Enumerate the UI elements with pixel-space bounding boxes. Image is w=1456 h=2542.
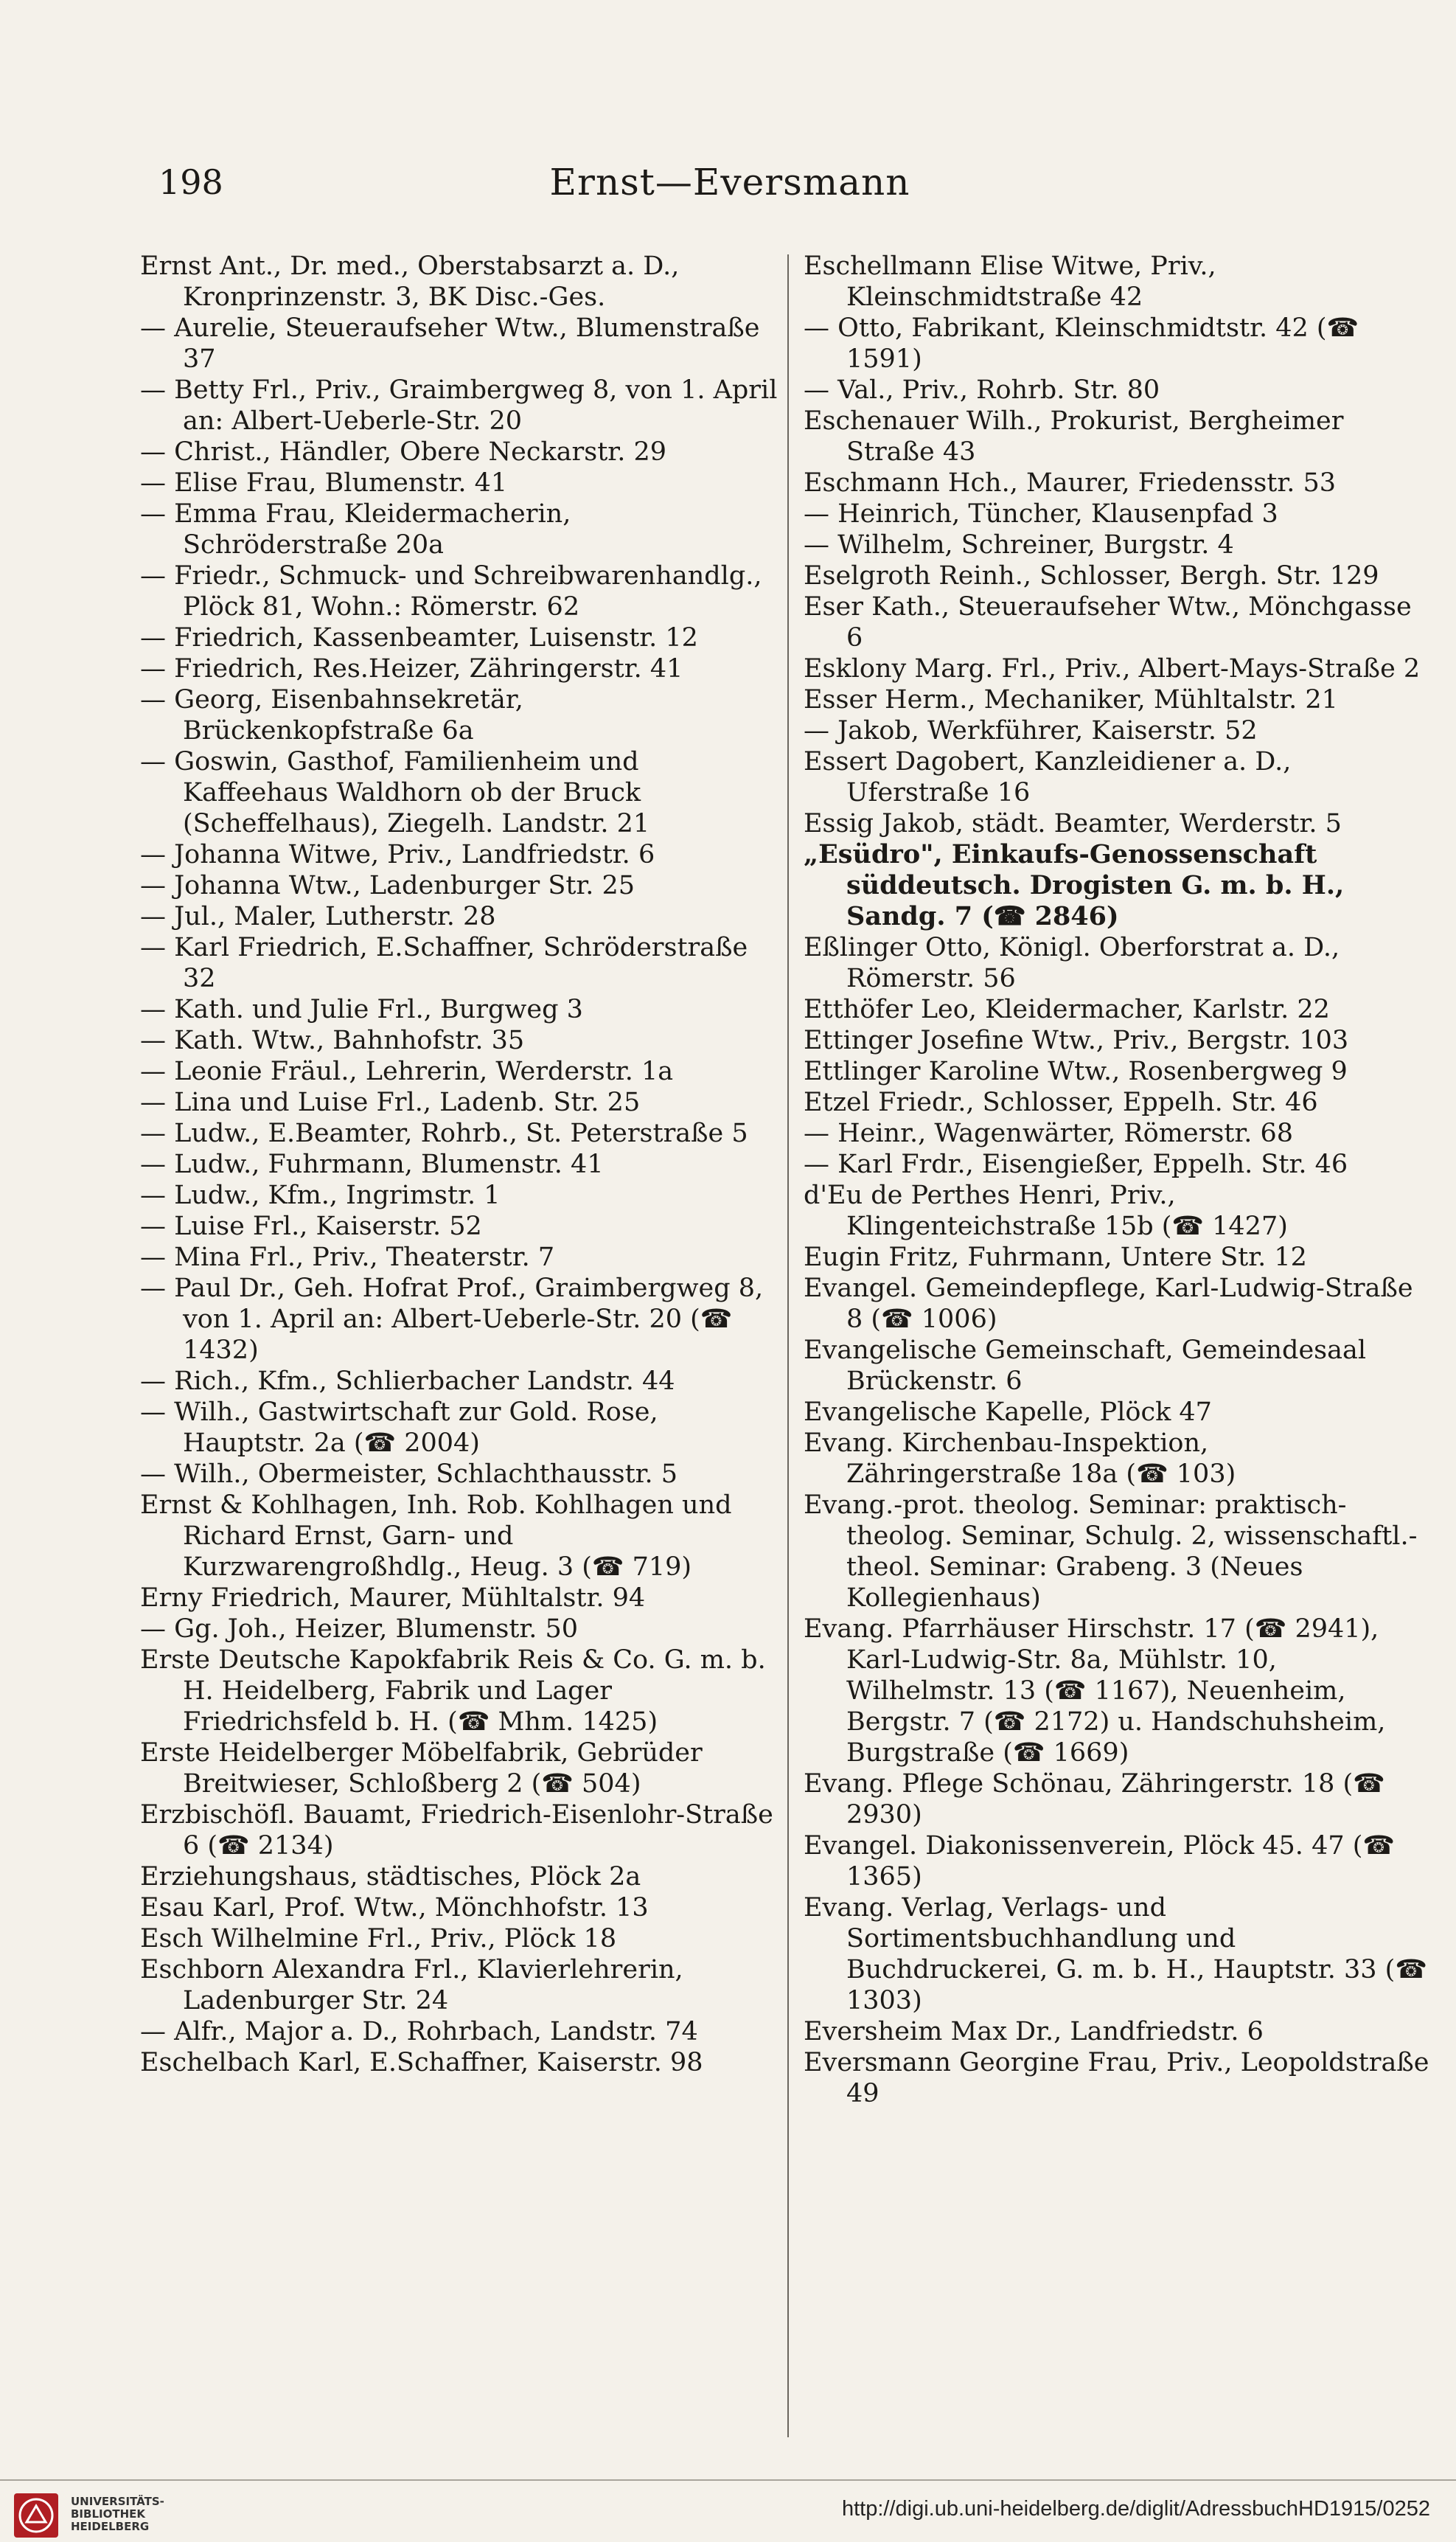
directory-entry: Eugin Fritz, Fuhrmann, Untere Str. 12 (804, 1243, 1307, 1272)
directory-entry: — Paul Dr., Geh. Hofrat Prof., Graimbergweg 8, von 1. April an: Albert-Ueberle-Str. 20 (☎ 1432) (140, 1274, 772, 1365)
directory-entry: Evang. Pfarrhäuser Hirschstr. 17 (☎ 2941), Karl-Ludwig-Str. 8a, Mühlstr. 10, Wilhelmstr. 13 (☎ 1167), Neuenheim, Bergstr. 7 (☎ 2172) u. Handschuhsheim, Burgstraße (☎ 1669) (804, 1614, 1394, 1768)
directory-entry: — Kath. und Julie Frl., Burgweg 3 (140, 995, 583, 1024)
directory-entry: Evang. Kirchenbau-Inspektion, Zähringerstraße 18a (☎ 103) (804, 1428, 1236, 1489)
directory-entry: Evangelische Kapelle, Plöck 47 (804, 1397, 1212, 1427)
directory-entry: — Elise Frau, Blumenstr. 41 (140, 468, 508, 498)
directory-entry: Erzbischöfl. Bauamt, Friedrich-Eisenlohr-Straße 6 (☎ 2134) (140, 1800, 782, 1861)
page-footer (0, 2481, 1456, 2542)
directory-entry: — Christ., Händler, Obere Neckarstr. 29 (140, 437, 666, 467)
directory-entry: — Leonie Fräul., Lehrerin, Werderstr. 1a (140, 1057, 674, 1086)
directory-entry: Ettinger Josefine Wtw., Priv., Bergstr. 103 (804, 1026, 1349, 1055)
directory-entry: — Rich., Kfm., Schlierbacher Landstr. 44 (140, 1367, 675, 1396)
directory-entry: Eßlinger Otto, Königl. Oberforstrat a. D., Römerstr. 56 (804, 933, 1348, 993)
left-column (140, 251, 786, 2456)
directory-entry: — Jul., Maler, Lutherstr. 28 (140, 902, 496, 931)
directory-entry: — Georg, Eisenbahnsekretär, Brückenkopfstraße 6a (140, 685, 532, 746)
directory-entry: — Mina Frl., Priv., Theaterstr. 7 (140, 1243, 555, 1272)
directory-entry: Esklony Marg. Frl., Priv., Albert-Mays-Straße 2 (804, 654, 1421, 684)
directory-entry: Erste Heidelberger Möbelfabrik, Gebrüder Breitwieser, Schloßberg 2 (☎ 504) (140, 1738, 711, 1799)
directory-entry: Erste Deutsche Kapokfabrik Reis & Co. G. m. b. H. Heidelberg, Fabrik und Lager Friedrichsfeld b. H. (☎ Mhm. 1425) (140, 1645, 774, 1737)
library-name-line: HEIDELBERG (71, 2520, 150, 2533)
directory-entry: — Friedrich, Kassenbeamter, Luisenstr. 12 (140, 623, 698, 653)
right-column (804, 251, 1438, 2456)
directory-entry: — Ludw., E.Beamter, Rohrb., St. Peterstraße 5 (140, 1119, 748, 1148)
directory-entry: — Heinr., Wagenwärter, Römerstr. 68 (804, 1119, 1294, 1148)
directory-entry: — Aurelie, Steueraufseher Wtw., Blumenstraße 37 (140, 313, 768, 374)
directory-entry: — Luise Frl., Kaiserstr. 52 (140, 1212, 482, 1241)
directory-entry: Evangel. Diakonissenverein, Plöck 45. 47 (☎ 1365) (804, 1831, 1404, 1892)
directory-entry: Eschellmann Elise Witwe, Priv., Kleinschmidtstraße 42 (804, 251, 1225, 312)
directory-entry: Evang.-prot. theolog. Seminar: praktisch-theolog. Seminar, Schulg. 2, wissenschaftl.-theol. Seminar: Grabeng. 3 (Neues Kollegienhaus) (804, 1490, 1418, 1613)
directory-entry: Evang. Verlag, Verlags- und Sortimentsbuchhandlung und Buchdruckerei, G. m. b. H., Hauptstr. 33 (☎ 1303) (804, 1893, 1436, 2015)
directory-entry: Evangelische Gemeinschaft, Gemeindesaal Brückenstr. 6 (804, 1336, 1375, 1396)
library-name-line: UNIVERSITÄTS- (71, 2495, 164, 2508)
directory-entry: Etzel Friedr., Schlosser, Eppelh. Str. 46 (804, 1088, 1318, 1117)
directory-entry: Eversheim Max Dr., Landfriedstr. 6 (804, 2017, 1264, 2046)
directory-entry: Erziehungshaus, städtisches, Plöck 2a (140, 1862, 641, 1892)
directory-entry: — Ludw., Fuhrmann, Blumenstr. 41 (140, 1150, 604, 1179)
directory-entry: Esser Herm., Mechaniker, Mühltalstr. 21 (804, 685, 1338, 715)
directory-entry: — Johanna Wtw., Ladenburger Str. 25 (140, 871, 635, 900)
directory-entry: Eschenauer Wilh., Prokurist, Bergheimer Straße 43 (804, 406, 1352, 467)
directory-entry: — Val., Priv., Rohrb. Str. 80 (804, 375, 1160, 405)
directory-entry: — Jakob, Werkführer, Kaiserstr. 52 (804, 716, 1258, 746)
directory-entry: Erny Friedrich, Maurer, Mühltalstr. 94 (140, 1583, 646, 1613)
directory-entry: — Wilh., Gastwirtschaft zur Gold. Rose, Hauptstr. 2a (☎ 2004) (140, 1397, 666, 1458)
directory-entry: — Karl Friedrich, E.Schaffner, Schröderstraße 32 (140, 933, 756, 993)
directory-entry: — Wilhelm, Schreiner, Burgstr. 4 (804, 530, 1234, 560)
directory-entry: Esch Wilhelmine Frl., Priv., Plöck 18 (140, 1924, 617, 1954)
directory-entry: — Gg. Joh., Heizer, Blumenstr. 50 (140, 1614, 579, 1644)
directory-entry: — Friedrich, Res.Heizer, Zähringerstr. 41 (140, 654, 683, 684)
directory-entry: Eschmann Hch., Maurer, Friedensstr. 53 (804, 468, 1337, 498)
column-divider (787, 254, 789, 2437)
page-title: Ernst—Eversmann (549, 161, 910, 204)
directory-entry-highlighted: „Esüdro", Einkaufs-Genossenschaft süddeutsch. Drogisten G. m. b. H., Sandg. 7 (☎ 2846) (804, 839, 1354, 931)
directory-entry: Etthöfer Leo, Kleidermacher, Karlstr. 22 (804, 995, 1330, 1024)
directory-entry: — Johanna Witwe, Priv., Landfriedstr. 6 (140, 840, 655, 869)
directory-entry: Evang. Pflege Schönau, Zähringerstr. 18 (☎ 2930) (804, 1769, 1393, 1830)
directory-entry: — Emma Frau, Kleidermacherin, Schröderstraße 20a (140, 499, 579, 560)
directory-entry: — Lina und Luise Frl., Ladenb. Str. 25 (140, 1088, 641, 1117)
directory-entry: Eversmann Georgine Frau, Priv., Leopoldstraße 49 (804, 2048, 1438, 2108)
library-name-line: BIBLIOTHEK (71, 2507, 145, 2521)
page-header (159, 156, 1301, 208)
directory-entry: — Betty Frl., Priv., Graimbergweg 8, von 1. April an: Albert-Ueberle-Str. 20 (140, 375, 786, 436)
directory-entry: — Alfr., Major a. D., Rohrbach, Landstr. 74 (140, 2017, 698, 2046)
directory-entry: — Karl Frdr., Eisengießer, Eppelh. Str. 46 (804, 1150, 1348, 1179)
directory-entry: Eschelbach Karl, E.Schaffner, Kaiserstr. 98 (140, 2048, 703, 2077)
directory-entry: — Heinrich, Tüncher, Klausenpfad 3 (804, 499, 1278, 529)
directory-entry: Eselgroth Reinh., Schlosser, Bergh. Str. 129 (804, 561, 1379, 591)
directory-entry: Eschborn Alexandra Frl., Klavierlehrerin, Ladenburger Str. 24 (140, 1955, 692, 2015)
directory-entry: — Friedr., Schmuck- und Schreibwarenhandlg., Plöck 81, Wohn.: Römerstr. 62 (140, 561, 770, 622)
directory-entry: Ernst Ant., Dr. med., Oberstabsarzt a. D., Kronprinzenstr. 3, BK Disc.-Ges. (140, 251, 688, 312)
directory-entry: — Goswin, Gasthof, Familienheim und Kaffeehaus Waldhorn ob der Bruck (Scheffelhaus), Ziegelh. Landstr. 21 (140, 747, 650, 838)
directory-entry: — Kath. Wtw., Bahnhofstr. 35 (140, 1026, 525, 1055)
directory-entry: Ernst & Kohlhagen, Inh. Rob. Kohlhagen und Richard Ernst, Garn- und Kurzwarengroßhdlg., Heug. 3 (☎ 719) (140, 1490, 740, 1582)
page-number: 198 (159, 162, 223, 202)
directory-entry: Esau Karl, Prof. Wtw., Mönchhofstr. 13 (140, 1893, 649, 1923)
directory-entry: Evangel. Gemeindepflege, Karl-Ludwig-Straße 8 (☎ 1006) (804, 1274, 1421, 1334)
directory-entry: d'Eu de Perthes Henri, Priv., Klingenteichstraße 15b (☎ 1427) (804, 1181, 1288, 1241)
directory-entry: Essig Jakob, städt. Beamter, Werderstr. 5 (804, 809, 1342, 838)
directory-entry: — Ludw., Kfm., Ingrimstr. 1 (140, 1181, 501, 1210)
directory-entry: — Wilh., Obermeister, Schlachthausstr. 5 (140, 1459, 678, 1489)
library-seal-icon (13, 2493, 59, 2538)
directory-entry: — Otto, Fabrikant, Kleinschmidtstr. 42 (☎ 1591) (804, 313, 1368, 374)
directory-entry: Ettlinger Karoline Wtw., Rosenbergweg 9 (804, 1057, 1348, 1086)
directory-entry: Essert Dagobert, Kanzleidiener a. D., Uferstraße 16 (804, 747, 1300, 808)
library-name (71, 2496, 233, 2533)
directory-entry: Eser Kath., Steueraufseher Wtw., Mönchgasse 6 (804, 592, 1420, 653)
source-url-link[interactable]: http://digi.ub.uni-heidelberg.de/diglit/AdressbuchHD1915/0252 (841, 2497, 1430, 2521)
